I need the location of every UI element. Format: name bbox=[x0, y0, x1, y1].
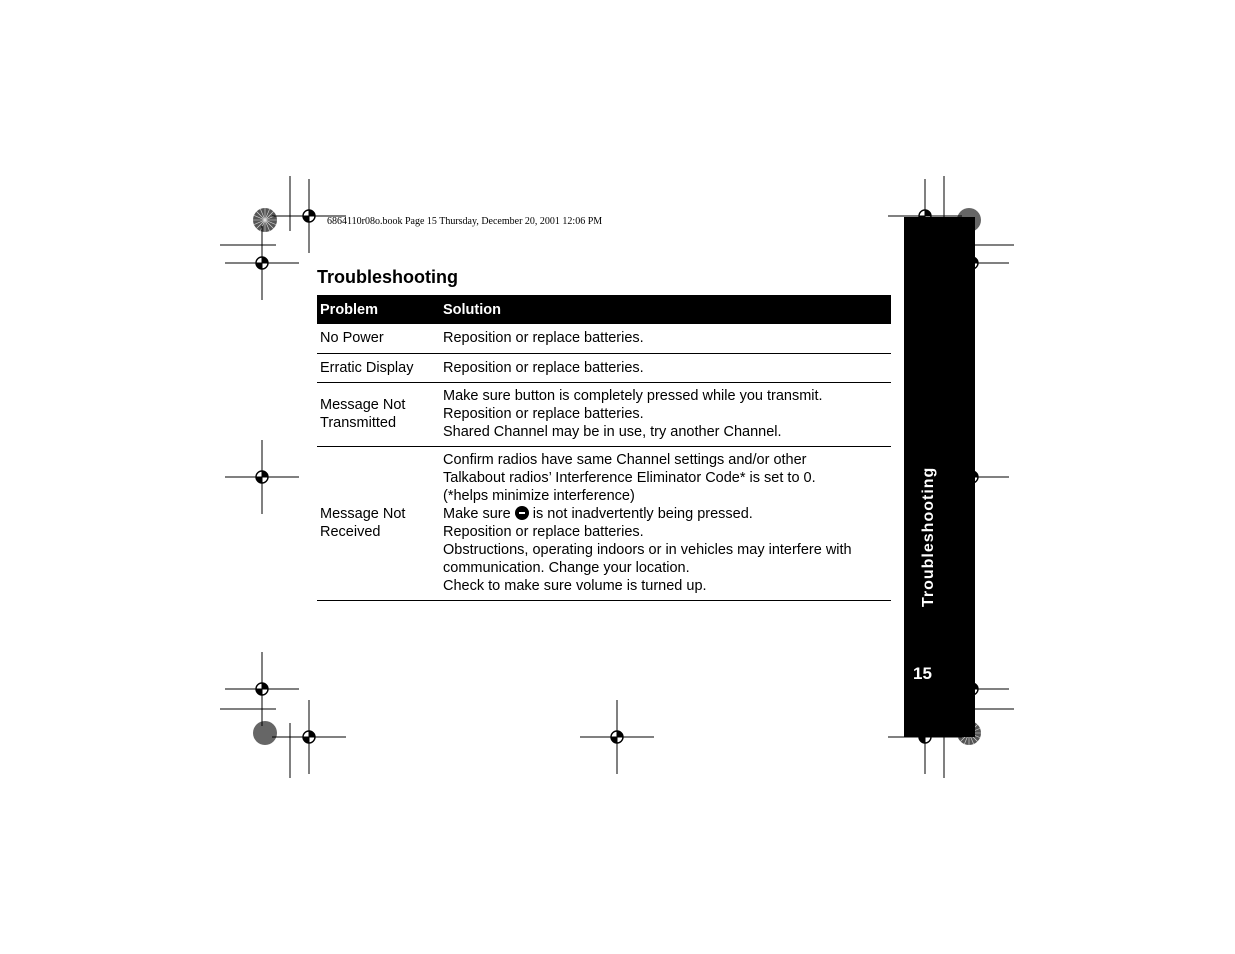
solution-text: Obstructions, operating indoors or in vehicles may interfere with bbox=[443, 542, 852, 558]
solution-text: Make sure bbox=[443, 506, 511, 522]
problem-text: Erratic Display bbox=[320, 359, 414, 376]
table-row bbox=[317, 446, 891, 600]
problem-text: No Power bbox=[320, 330, 384, 347]
solution-text: communication. Change your location. bbox=[443, 560, 690, 576]
chapter-side-tab bbox=[904, 217, 975, 737]
solution-text: Reposition or replace batteries. bbox=[443, 330, 644, 347]
column-header-problem: Problem bbox=[317, 295, 440, 324]
problem-text: Received bbox=[320, 524, 381, 540]
problem-cell bbox=[317, 382, 440, 446]
solution-text: Check to make sure volume is turned up. bbox=[443, 578, 707, 594]
print-slug: 6864110r08o.book Page 15 Thursday, December 20, 2001 12:06 PM bbox=[327, 216, 603, 227]
problem-text: Message Not bbox=[320, 397, 406, 413]
section-title: Troubleshooting bbox=[317, 267, 458, 287]
solution-cell bbox=[440, 382, 891, 446]
column-header-solution: Solution bbox=[440, 295, 891, 324]
solution-text: (*helps minimize interference) bbox=[443, 488, 635, 504]
table-row bbox=[317, 353, 891, 382]
solution-text: Reposition or replace batteries. bbox=[443, 406, 644, 422]
problem-cell bbox=[317, 446, 440, 600]
solution-text: Reposition or replace batteries. bbox=[443, 524, 644, 540]
problem-cell bbox=[317, 353, 440, 382]
table-header-row bbox=[317, 295, 891, 324]
solution-text: Confirm radios have same Channel settings and/or other bbox=[443, 452, 807, 468]
problem-text: Message Not bbox=[320, 506, 406, 522]
problem-cell bbox=[317, 324, 440, 353]
solution-text: is not inadvertently being pressed. bbox=[532, 506, 753, 522]
problem-text: Transmitted bbox=[320, 415, 397, 431]
solution-cell bbox=[440, 324, 891, 353]
page-number: 15 bbox=[913, 664, 932, 683]
table-row bbox=[317, 324, 891, 353]
solution-text-with-icon bbox=[443, 505, 888, 523]
solution-text: Reposition or replace batteries. bbox=[443, 359, 644, 376]
solution-cell bbox=[440, 446, 891, 600]
solution-text: Shared Channel may be in use, try another Channel. bbox=[443, 424, 782, 440]
troubleshooting-table bbox=[317, 295, 891, 601]
solution-text: Make sure button is completely pressed while you transmit. bbox=[443, 388, 823, 404]
solution-text: Talkabout radios’ Interference Eliminator Code* is set to 0. bbox=[443, 470, 816, 486]
table-row bbox=[317, 382, 891, 446]
chapter-tab-label: Troubleshooting bbox=[920, 466, 937, 607]
menu-button-icon bbox=[515, 506, 529, 520]
solution-cell bbox=[440, 353, 891, 382]
